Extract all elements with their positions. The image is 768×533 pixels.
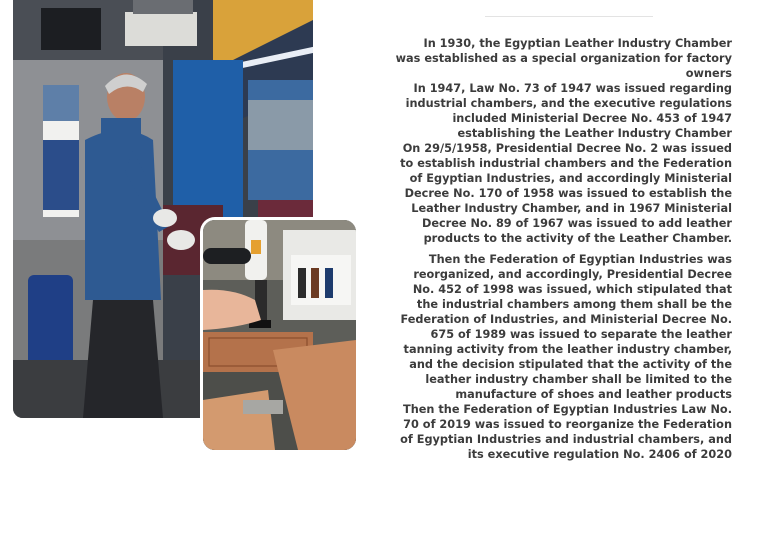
history-paragraph: On 29/5/1958, Presidential Decree No. 2 was issued to establish industrial chambers and the Federation of Egyptian Industries, and accordingly Ministerial Decree No. 170 of 1958 was issued to establish the Leather Industry Chamber, and in 1967 Ministerial Decree No. 89 of 1967 was issued to add leather products to the activity of the Leather Chamber. [400,142,732,245]
history-paragraph: Then the Federation of Egyptian Industries Law No. 70 of 2019 was issued to reorganize the Federation of Egyptian Industries and industrial chambers, and its executive regulation No. 2406 of 2020 [400,403,732,461]
leather-tools-photo-icon [203,220,356,450]
header-divider [485,16,653,17]
history-paragraph: In 1930, the Egyptian Leather Industry Chamber was established as a special organization for factory owners [395,37,732,80]
leather-tools-photo [203,220,356,450]
history-paragraph: Then the Federation of Egyptian Industries was reorganized, and accordingly, Presidential Decree No. 452 of 1998 was issued, which stipulated that the industrial chambers among them shall be the Federation of Industries, and Ministerial Decree No. 675 of 1989 was issued to separate the leather tanning activity from the leather industry chamber, and the decision stipulated that the activity of the leather industry chamber shall be limited to the manufacture of shoes and leather products [400,253,732,401]
chamber-history-text [395,36,732,462]
history-paragraph: In 1947, Law No. 73 of 1947 was issued regarding industrial chambers, and the executive regulations included Ministerial Decree No. 453 of 1947 establishing the Leather Industry Chamber [405,82,732,140]
